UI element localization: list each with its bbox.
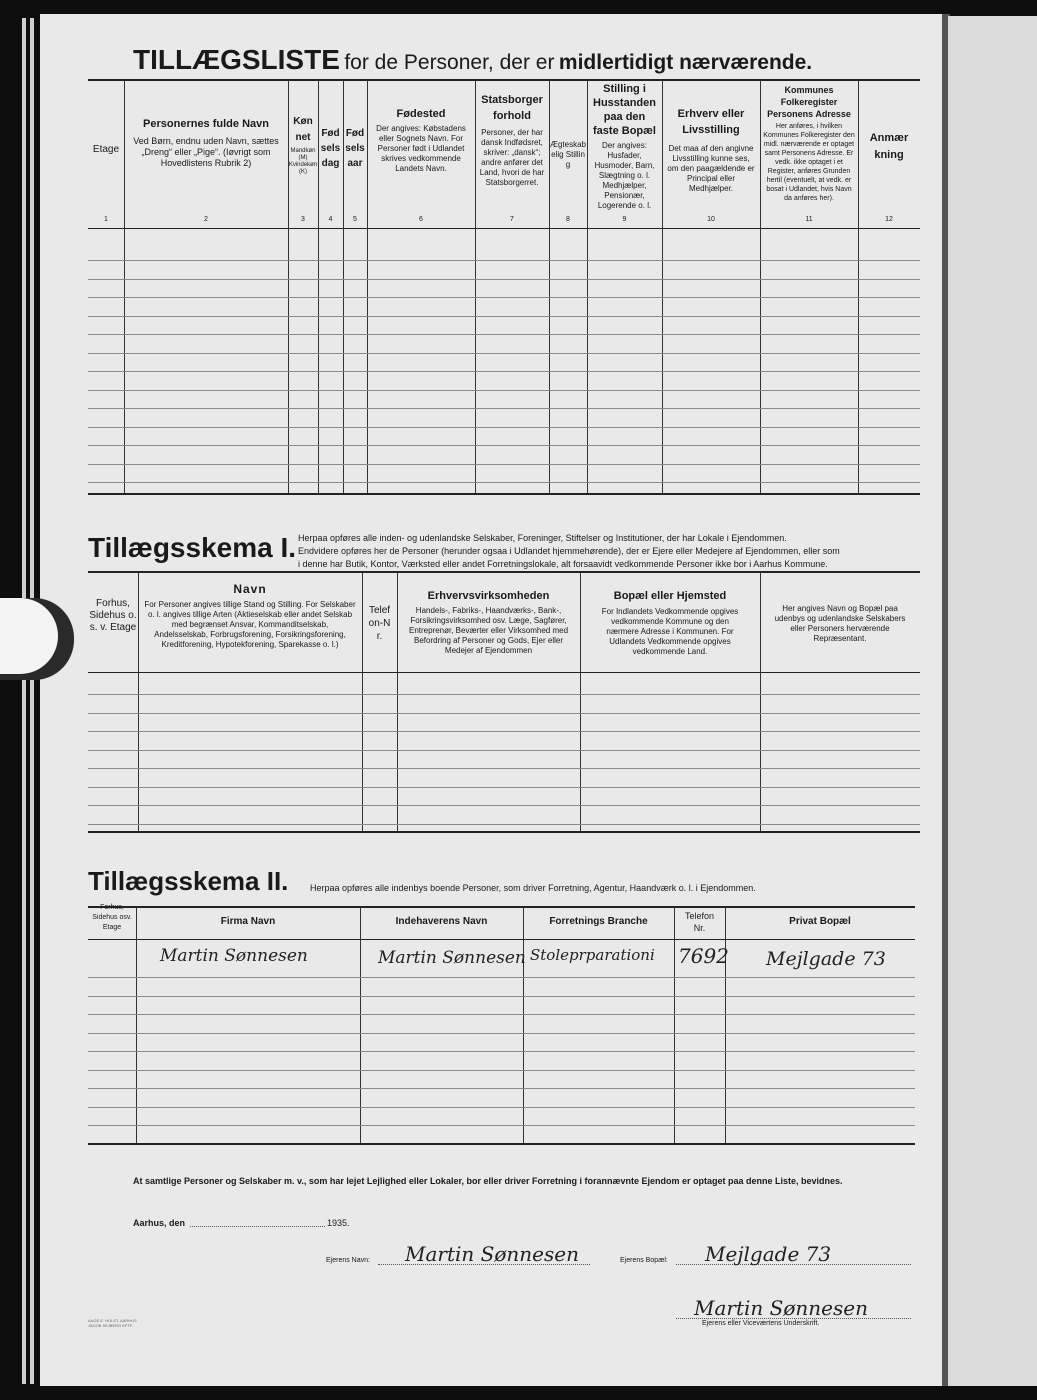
col-koen-sub: Mandkøn (M) Kvindekøn (K) (288, 148, 318, 175)
column-number: 4 (328, 216, 333, 223)
s2-col-branche: Forretnings Branche (549, 916, 648, 927)
skema1-top-rule (88, 571, 920, 573)
skema1-header-rule (88, 672, 920, 673)
column-number: 3 (301, 216, 305, 223)
row-rule (88, 353, 920, 354)
skema2-bottom-rule (88, 1143, 915, 1145)
owner-name-label: Ejerens Navn: (326, 1257, 370, 1264)
entry-bopael: Mejlgade 73 (766, 948, 886, 970)
skema1-title: Tillægsskema I. (88, 532, 297, 563)
title-rest: for de Personer, der er (344, 51, 555, 74)
row-rule (88, 371, 920, 372)
row-rule (88, 260, 920, 261)
row-rule (88, 390, 920, 391)
s1-col-telefon: Telefon-Nr. (368, 605, 391, 642)
s1-col-navn-sub: For Personer angives tillige Stand og Stilling. For Selskaber o. l. angives tillige Arten (Aktieselskab eller andet Selskab med begrænset Ansvar, Kommanditselskab, Andelsselskab, Forbrugsforening, Forsikringsforening, Kreditforening, Hypotekforening, Sparekasse o. l.) (144, 600, 356, 649)
column-number: 6 (419, 216, 423, 223)
skema2-title: Tillægsskema II. (88, 866, 289, 896)
skema1-intro (298, 532, 920, 571)
row-rule (88, 1070, 915, 1071)
row-rule (88, 1051, 915, 1052)
col-koen-head: Kønnet (293, 116, 313, 143)
skema2-top-rule (88, 906, 915, 908)
row-rule (88, 427, 920, 428)
s2-col-bopael: Privat Bopæl (789, 916, 851, 927)
place-label: Aarhus, den (133, 1218, 186, 1228)
row-rule (88, 713, 920, 714)
col-koen (288, 114, 318, 176)
owner-name-value: Martin Sønnesen (405, 1242, 579, 1266)
col-etage: Etage (92, 144, 120, 155)
table-bottom-rule (88, 493, 920, 495)
row-rule (88, 316, 920, 317)
col-statsborger-sub: Personer, der har dansk Indfødsret, skriver: „dansk“; andre anfører det Land, hvori de har Statsborgerret. (479, 128, 545, 187)
main-title (133, 44, 923, 80)
entry-firma: Martin Sønnesen (160, 946, 308, 966)
col-erhverv-head: Erhverv eller Livsstilling (677, 108, 745, 136)
col-foedested-sub: Der angives: Købstadens eller Sognets Navn. For Personer født i Udlandet skrives vedkommende Landets Navn. (376, 124, 466, 173)
title-big: TILLÆGSLISTE (133, 44, 340, 75)
skema1-intro-line3: i denne har Butik, Kontor, Værksted eller andet Forretningslokale, alt forsaavidt vedkommende Personer ikke bor i Aarhus Kommune. (298, 559, 828, 569)
col-aegteskab: Ægteskabelig Stilling (549, 140, 587, 169)
column-number: 5 (353, 216, 357, 223)
row-rule (88, 1033, 915, 1034)
owner-address-label: Ejerens Bopæl: (620, 1257, 668, 1264)
skema1-bottom-rule (88, 831, 920, 833)
row-rule (88, 297, 920, 298)
s1-col-bopael (580, 590, 760, 657)
attest-text: At samtlige Personer og Selskaber m. v., som har lejet Lejlighed eller Lokaler, bor eller driver Forretning i forannævnte Ejendom er optaget paa denne Liste, bevidnes. (133, 1176, 843, 1186)
signature-label: Ejerens eller Viceværtens Underskrift. (702, 1320, 820, 1327)
owner-address-value: Mejlgade 73 (705, 1242, 832, 1266)
page-stack-edge (22, 18, 26, 1384)
s1-col-etage: Forhus, Sidehus o. s. v. Etage (89, 598, 137, 633)
row-rule (88, 464, 920, 465)
s1-col-erhverv (397, 590, 580, 656)
skema2-intro: Herpaa opføres alle indenbys boende Personer, som driver Forretning, Agentur, Haandværk o. l. i Ejendommen. (310, 883, 756, 893)
page-stack-edge (30, 18, 34, 1384)
s1-col-bopael-head: Bopæl eller Hjemsted (613, 590, 727, 602)
s1-col-bopael-sub: For Indlandets Vedkommende opgives vedkommende Kommune og den nærmere Adresse i Kommunen. For Udlandets Vedkommende opgives vedkommende Land. (601, 607, 739, 656)
col-foedested (367, 108, 475, 174)
row-rule (88, 482, 920, 483)
col-folkeregister-sub: Her anføres, i hvilken Kommunes Folkeregister den midl. nærværende er optaget samt Personens Adresse. Er vedk. ikke optaget i et Register, anføres Grunden hertil (eventuelt, at vedk. er bosat i Udlandet, hvis Navn da anføres her). (763, 123, 855, 202)
row-rule (88, 694, 920, 695)
header-rule (88, 228, 920, 229)
next-page-edge (948, 16, 1037, 1386)
s1-col-erhverv-head: Erhvervsvirksomheden (427, 590, 550, 602)
title-bold: midlertidigt nærværende. (558, 51, 813, 74)
entry-telefon: 7692 (678, 944, 729, 968)
column-number: 9 (622, 216, 627, 223)
row-rule (88, 408, 920, 409)
col-name (124, 118, 288, 169)
row-rule (88, 1088, 915, 1089)
signature-line (676, 1318, 911, 1319)
col-stilling-head: Stilling i Husstanden paa den faste Bopæl (593, 83, 656, 137)
signature: Martin Sønnesen (694, 1296, 868, 1320)
col-name-sub: Ved Børn, endnu uden Navn, sættes „Dreng“ eller „Pige“. (Iøvrigt som Hovedlistens Rubrik 2) (133, 136, 279, 168)
s2-col-etage: Forhus, Sidehus osv. Etage (92, 904, 132, 931)
row-rule (88, 977, 915, 978)
skema2-header-rule (88, 939, 915, 940)
row-rule (88, 334, 920, 335)
date-line (190, 1226, 325, 1227)
col-foedested-head: Fødested (396, 108, 446, 120)
row-rule (88, 824, 920, 825)
column-number: 10 (707, 216, 715, 223)
row-rule (88, 805, 920, 806)
col-stilling (587, 82, 662, 211)
col-folkeregister-head: Kommunes Folkeregister Personens Adresse (767, 85, 851, 119)
col-statsborger (475, 92, 549, 188)
skema1-intro-line2: Endvidere opføres her de Personer (herunder ogsaa i Udlandet hjemmehørende), der er Ejere eller Medejere af Ejendommen, eller som (298, 546, 840, 556)
column-number: 11 (805, 216, 813, 223)
year-label: 1935. (327, 1218, 350, 1228)
table-top-rule (88, 79, 920, 81)
column-number: 1 (104, 216, 108, 223)
row-rule (88, 1125, 915, 1126)
entry-branche: Stoleprparationi (530, 946, 655, 964)
column-number: 7 (510, 216, 514, 223)
col-foedselsdag: Fødselsdag (320, 128, 341, 169)
column-number: 2 (204, 216, 208, 223)
s2-col-indehaver: Indehaverens Navn (395, 916, 488, 927)
s2-col-firma: Firma Navn (220, 916, 276, 927)
col-name-head: Personernes fulde Navn (143, 118, 269, 130)
s1-col-repraesentant: Her angives Navn og Bopæl paa udenbys og udenlandske Selskabers eller Personers herværende Repræsentant. (774, 604, 906, 643)
col-erhverv (662, 106, 760, 194)
skema1-intro-line1: Herpaa opføres alle inden- og udenlandske Selskaber, Foreninger, Stiftelser og Institutioner, der har Lokale i Ejendommen. (298, 533, 787, 543)
s1-col-navn (138, 582, 362, 650)
column-number: 8 (566, 216, 570, 223)
col-erhverv-sub: Det maa af den angivne Livsstilling kunne ses, om den paagældende er Principal eller Medhjælper. (667, 144, 755, 193)
col-folkeregister (760, 84, 858, 203)
row-rule (88, 279, 920, 280)
entry-indehaver: Martin Sønnesen (378, 948, 526, 968)
row-rule (88, 787, 920, 788)
row-rule (88, 1014, 915, 1015)
row-rule (88, 996, 915, 997)
col-statsborger-head: Statsborgerforhold (481, 94, 543, 122)
col-anmaerkning: Anmærkning (869, 132, 909, 161)
printer-mark: AAGE E. HOLST, AARHUS JACOB SEJBERG EFTF. (88, 1318, 137, 1328)
column-number: 12 (885, 216, 893, 223)
row-rule (88, 445, 920, 446)
row-rule (88, 768, 920, 769)
s1-col-navn-head: Navn (233, 582, 267, 596)
s2-col-telefon: Telefon Nr. (684, 911, 715, 933)
row-rule (88, 731, 920, 732)
row-rule (88, 750, 920, 751)
s1-col-erhverv-sub: Handels-, Fabriks-, Haandværks-, Bank-, Forsikringsvirksomhed osv. Læge, Sagfører, Entreprenør, Beværter eller Virksomhed med Befordring af Personer og Gods, Ejer eller Medejer af Ejendommen (408, 606, 569, 655)
row-rule (88, 1107, 915, 1108)
col-stilling-sub: Der angives: Husfader, Husmoder, Barn, Slægtning o. l. Medhjælper, Pensionær, Logerende o. l. (594, 141, 655, 210)
col-foedselsaar: Fødselsaar (345, 128, 365, 169)
